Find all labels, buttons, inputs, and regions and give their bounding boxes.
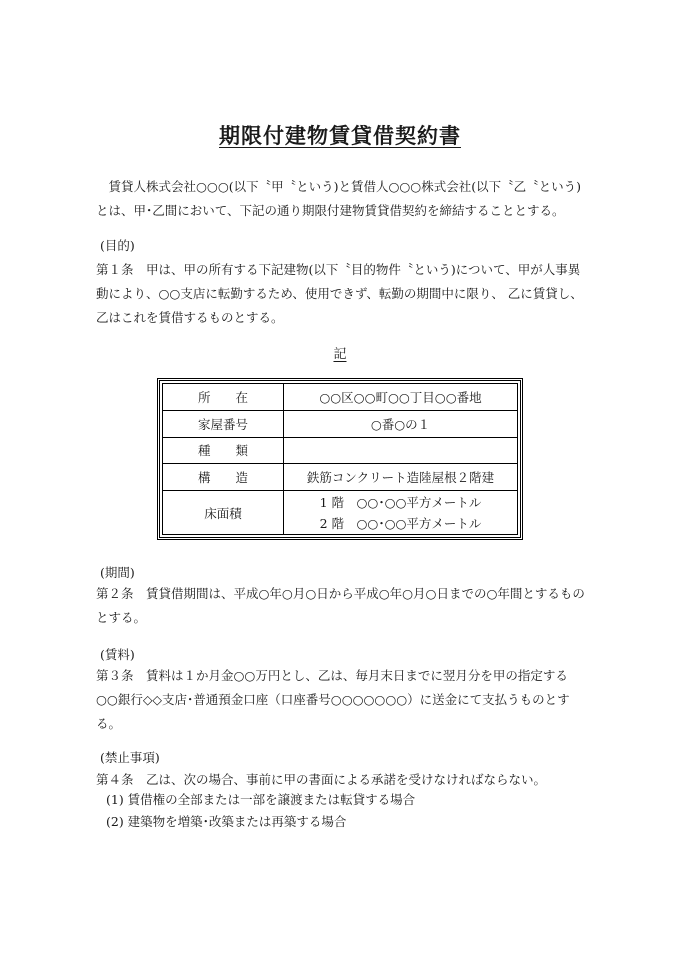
table-row (163, 410, 518, 437)
intro-paragraph: 賃貸人株式会社○○○(以下〝甲〝という)と賃借人○○○株式会社(以下〝乙〝という)とは、甲･乙間において、下記の通り期限付建物賃貸借契約を締結することとする。 (96, 179, 581, 218)
table-row (163, 437, 518, 464)
table-row (163, 384, 518, 411)
table-value-cell (284, 437, 518, 464)
section-heading-rent: (賃料) (100, 647, 135, 662)
section-heading-term: (期間) (100, 565, 135, 580)
table-label-cell: 種 類 (163, 437, 284, 464)
article-2-text: 第２条 賃貸借期間は、平成○年○月○日から平成○年○月○日までの○年間とするものとする。 (96, 586, 585, 625)
property-table (162, 383, 518, 535)
table-row (163, 464, 518, 491)
property-table-frame (157, 378, 523, 540)
document-title (0, 120, 680, 150)
table-value-cell: 鉄筋コンクリート造陸屋根２階建 (284, 464, 518, 491)
floor-area-line-1: 1 階 ○○･○○平方メートル (319, 494, 482, 510)
list-item: (1) 賃借権の全部または一部を譲渡または転貸する場合 (106, 792, 416, 807)
floor-area-line-2: 2 階 ○○･○○平方メートル (319, 515, 482, 531)
table-value-cell (284, 491, 518, 535)
list-item: (2) 建築物を増築･改築または再築する場合 (106, 814, 347, 829)
document-title-text: 期限付建物賃貸借契約書 (219, 123, 461, 148)
article-4-text: 第４条 乙は、次の場合、事前に甲の書面による承諾を受けなければならない。 (96, 772, 547, 787)
table-row (163, 491, 518, 535)
table-label-cell: 所 在 (163, 384, 284, 411)
ki-label-text: 記 (333, 347, 347, 362)
table-label-cell: 構 造 (163, 464, 284, 491)
table-label-cell: 床面積 (163, 491, 284, 535)
article-3-text: 第３条 賃料は１か月金○○万円とし、乙は、毎月末日までに翌月分を甲の指定する○○銀行◇◇支店･普通預金口座（口座番号○○○○○○○）に送金にて支払うものとする。 (96, 668, 570, 731)
table-value-cell: ○番○の１ (284, 410, 518, 437)
section-heading-prohibitions: (禁止事項) (100, 750, 160, 765)
section-heading-purpose: (目的) (100, 238, 135, 253)
ki-label (0, 343, 680, 362)
table-value-cell: ○○区○○町○○丁目○○番地 (284, 384, 518, 411)
table-label-cell: 家屋番号 (163, 410, 284, 437)
article-1-text: 第１条 甲は、甲の所有する下記建物(以下〝目的物件〝という)について、甲が人事異動により、○○支店に転勤するため、使用できず、転勤の期間中に限り、 乙に賃貸し、乙はこれを賃借するものとする。 (96, 262, 583, 325)
